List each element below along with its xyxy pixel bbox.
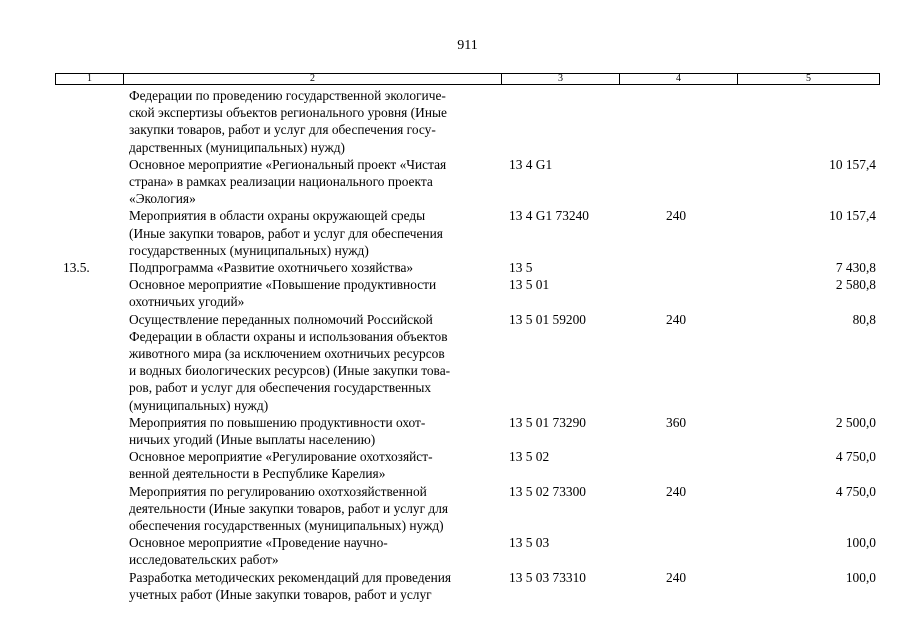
row-name-line: дарственных (муниципальных) нужд) [129, 139, 345, 155]
row-name-line: деятельности (Иные закупки товаров, работ и услуг для [129, 500, 449, 516]
row-code: 13 5 02 [509, 449, 550, 465]
row-name [129, 534, 501, 568]
row-name-line: учетных работ (Иные закупки товаров, работ и услуг [129, 586, 432, 602]
row-name-line: обеспечения государственных (муниципальных) нужд) [129, 518, 444, 534]
row-name [129, 87, 501, 156]
table-row [0, 87, 905, 156]
row-name-line: Мероприятия в области охраны окружающей среды [129, 208, 426, 224]
row-name-line: Основное мероприятие «Повышение продуктивности [129, 277, 437, 293]
table-row [0, 259, 905, 276]
row-code: 13 4 G1 [509, 156, 553, 172]
row-expense-type: 240 [666, 569, 687, 585]
row-name [129, 276, 501, 310]
row-name [129, 156, 501, 208]
row-name-line: охотничьих угодий» [129, 294, 245, 310]
table-row [0, 311, 905, 414]
row-name [129, 414, 501, 448]
column-header-3: 3 [558, 73, 563, 84]
row-name-line: Мероприятия по регулированию охотхозяйственной [129, 483, 427, 499]
row-name-line: Основное мероприятие «Региональный проект «Чистая [129, 156, 447, 172]
table-row [0, 569, 905, 603]
row-expense-type: 240 [666, 208, 687, 224]
table-row [0, 156, 905, 208]
row-amount: 4 750,0 [835, 449, 876, 465]
row-name-line: «Экология» [129, 191, 196, 207]
row-code: 13 5 03 [509, 535, 550, 551]
row-name-line: закупки товаров, работ и услуг для обеспечения госу- [129, 122, 436, 138]
row-expense-type: 240 [666, 483, 687, 499]
table-row [0, 207, 905, 259]
row-name-line: (Иные закупки товаров, работ и услуг для обеспечения [129, 225, 443, 241]
row-name-line: исследовательских работ» [129, 552, 279, 568]
row-amount: 80,8 [852, 311, 876, 327]
column-header-1: 1 [87, 73, 92, 84]
column-header-5: 5 [806, 73, 811, 84]
column-header-row [55, 73, 880, 85]
row-name-line: ров, работ и услуг для обеспечения государственных [129, 380, 432, 396]
row-amount: 4 750,0 [835, 483, 876, 499]
row-name [129, 207, 501, 259]
row-name-line: Основное мероприятие «Проведение научно- [129, 535, 388, 551]
table-row [0, 414, 905, 448]
row-code: 13 4 G1 73240 [509, 208, 589, 224]
row-amount: 2 500,0 [835, 414, 876, 430]
table-row [0, 276, 905, 310]
table-row [0, 448, 905, 482]
row-name-line: Основное мероприятие «Регулирование охотхозяйст- [129, 449, 433, 465]
row-name-line: ничьих угодий (Иные выплаты населению) [129, 432, 376, 448]
row-code: 13 5 02 73300 [509, 483, 586, 499]
page-number: 911 [457, 38, 478, 53]
row-code: 13 5 01 73290 [509, 414, 586, 430]
row-expense-type: 360 [666, 414, 687, 430]
row-amount: 10 157,4 [829, 156, 876, 172]
row-amount: 2 580,8 [835, 277, 876, 293]
row-name-line: (муниципальных) нужд) [129, 397, 269, 413]
row-amount: 7 430,8 [835, 260, 876, 276]
column-header-4: 4 [676, 73, 681, 84]
row-name-line: Мероприятия по повышению продуктивности охот- [129, 414, 426, 430]
row-code: 13 5 [509, 260, 533, 276]
row-name-line: Осуществление переданных полномочий Российской [129, 311, 433, 327]
row-name [129, 448, 501, 482]
row-name [129, 311, 501, 414]
row-name-line: страна» в рамках реализации национального проекта [129, 174, 433, 190]
row-name-line: государственных (муниципальных) нужд) [129, 242, 369, 258]
row-name [129, 483, 501, 535]
row-name-line: Федерации по проведению государственной экологиче- [129, 88, 446, 103]
row-code: 13 5 03 73310 [509, 569, 586, 585]
row-name-line: Разработка методических рекомендаций для проведения [129, 569, 452, 585]
row-name-line: и водных биологических ресурсов) (Иные закупки това- [129, 363, 451, 379]
row-amount: 100,0 [845, 569, 876, 585]
row-name-line: венной деятельности в Республике Карелия» [129, 466, 386, 482]
row-expense-type: 240 [666, 311, 687, 327]
row-code: 13 5 01 59200 [509, 311, 586, 327]
budget-table [0, 87, 905, 603]
column-header-2: 2 [310, 73, 315, 84]
row-amount: 100,0 [845, 535, 876, 551]
row-name-line: Подпрограмма «Развитие охотничьего хозяйства» [129, 260, 414, 276]
row-code: 13 5 01 [509, 277, 550, 293]
row-name [129, 569, 501, 603]
table-row [0, 483, 905, 535]
row-name-line: ской экспертизы объектов регионального уровня (Иные [129, 105, 447, 121]
row-name-line: Федерации в области охраны и использования объектов [129, 328, 448, 344]
row-name [129, 259, 501, 276]
table-row [0, 534, 905, 568]
row-name-line: животного мира (за исключением охотничьих ресурсов [129, 346, 445, 362]
row-number: 13.5. [63, 260, 90, 276]
row-amount: 10 157,4 [829, 208, 876, 224]
